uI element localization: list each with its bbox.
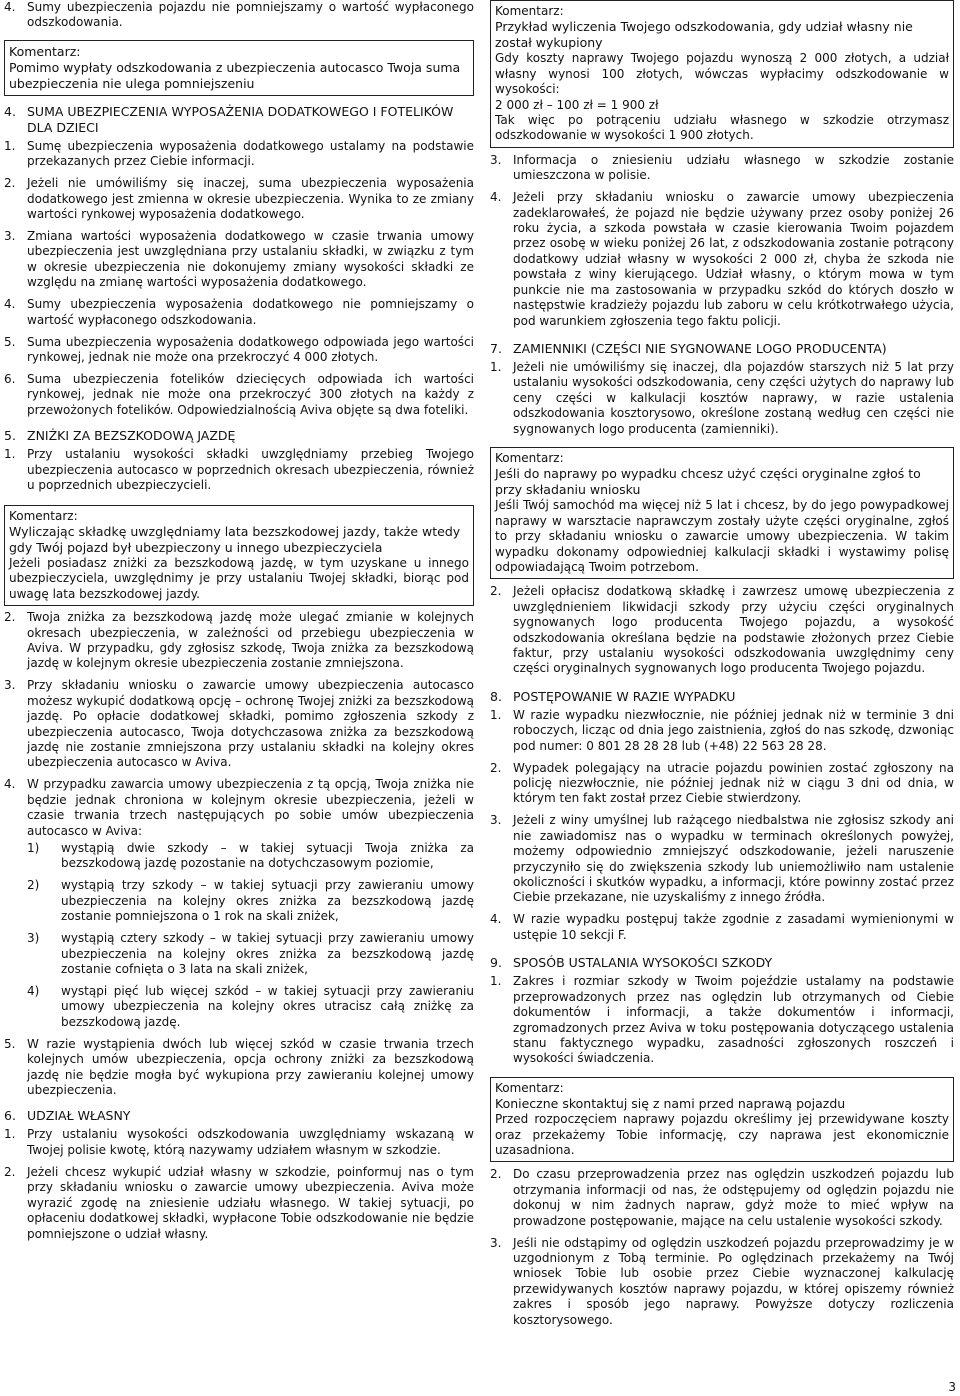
sub-item: 2) wystąpią trzy szkody – w takiej sytuacji przy zawieraniu umowy ubezpieczenia na kolejny okres zniżka za bezszkodową jazdę zostanie pomniejszona o 1 rok na skali zniżek, [27,878,474,924]
comment-title: Przykład wyliczenia Twojego odszkodowania, gdy udział własny nie został wykupiony [495,19,913,51]
comment-box [490,447,954,579]
comment-box [4,40,474,96]
section-heading: 8. POSTĘPOWANIE W RAZIE WYPADKU [490,688,736,704]
list-item: 5. Suma ubezpieczenia wyposażenia dodatkowego odpowiada jego wartości rynkowej, jednak nie może ona przekroczyć 4 000 złotych. [4,334,474,365]
left-column [4,0,474,1249]
list-item: 1. Przy ustalaniu wysokości składki uwzględniamy przebieg Twojego ubezpieczenia autocasco w poprzednich okresach ubezpieczenia, również u poprzednich ubezpieczycieli. [4,447,474,493]
comment-body: Jeżeli posiadasz zniżki za bezszkodową jazdę, w tym uzyskane u innego ubezpieczyciela, uwzględnimy je przy ustalaniu Twojej składki, biorąc pod uwagę lata bezszkodowej jazdy. [9,555,469,601]
comment-title: Jeśli do naprawy po wypadku chcesz użyć części oryginalne zgłoś to przy składaniu wniosku [495,466,921,498]
list-item: 3. Zmiana wartości wyposażenia dodatkowego w czasie trwania umowy ubezpieczenia jest uwzględniana przy ustalaniu składki, w związku z tym w okresie ubezpieczenia nie dokonujemy zmiany wysokości składki ze względu na zmianę wartości wyposażenia dodatkowego. [4,229,474,290]
list-item: 4. Sumy ubezpieczenia wyposażenia dodatkowego nie pomniejszamy o wartość wypłaconego odszkodowania. [4,297,474,327]
list-item: 4. Jeżeli przy składaniu wniosku o zawarcie umowy ubezpieczenia zadeklarowałeś, że pojazd nie będzie używany przez osoby poniżej 26 roku życia, a szkoda powstała w czasie kierowania Twoim pojazdem przez osobę w wieku poniżej 26 lat, z odszkodowania zostanie potrącony dodatkowy udział własny w wysokości 2 000 zł, chyba że szkoda nie powstała z winy kierującego. Udział własny, o którym mowa w tym punkcie nie ma zastosowania w przypadku szkód do których doszło w następstwie kradzieży pojazdu lub zaboru w celu krótkotrwałego użycia, pod warunkiem zgłoszenia tego faktu policji. [490,190,954,328]
page-number: 3 [948,1380,956,1394]
right-column [490,0,954,1335]
list-item: 2. Wypadek polegający na utracie pojazdu powinien zostać zgłoszony na policję niezwłocznie, nie później jednak niż w ciągu 3 dni od dnia, w którym ten fakt został przez Ciebie stwierdzony. [490,760,954,806]
list-item: 1. Zakres i rozmiar szkody w Twoim pojeździe ustalamy na podstawie przeprowadzonych przez nas oględzin lub otrzymanych od Ciebie dokumentów i informacji, a także dokumentów i informacji, zgromadzonych przez Aviva w toku postępowania dotyczącego ustalenia stanu faktycznego wypadku, zasadności zgłoszonych roszczeń i wysokości świadczenia. [490,974,954,1066]
comment-label: Komentarz: [495,1080,564,1095]
item-text: Sumy ubezpieczenia pojazdu nie pomniejszamy o wartość wypłaconego odszkodowania. [27,0,474,30]
comment-body: Tak więc po potrąceniu udziału własnego w szkodzie otrzymasz odszkodowanie w wysokości 1 900 złotych. [495,113,949,143]
list-item: 2. Do czasu przeprowadzenia przez nas oględzin uszkodzeń pojazdu lub otrzymania informacji od nas, że odstępujemy od oględzin pojazdu nie dokonuj w nim żadnych napraw, gdyż może to mieć wpływ na prowadzone postępowanie, mające na celu ustalenie wysokości szkody. [490,1167,954,1228]
list-item: 1. Przy ustalaniu wysokości odszkodowania uwzględniamy wskazaną w Twojej polisie kwotę, którą nazywamy udziałem własnym w szkodzie. [4,1127,474,1157]
comment-title: Pomimo wypłaty odszkodowania z ubezpieczenia autocasco Twoja suma ubezpieczenia nie ulega pomniejszeniu [9,59,461,91]
comment-label: Komentarz: [9,508,78,523]
list-item: 5. W razie wystąpienia dwóch lub więcej szkód w czasie trwania trzech kolejnych umów ubezpieczenia, opcja ochrony zniżki za bezszkodową jazdę nie będzie mogła być wykupiona przy zawieraniu kolejnej umowy ubezpieczenia. [4,1036,474,1098]
sub-item: 4) wystąpi pięć lub więcej szkód – w takiej sytuacji przy zawieraniu umowy ubezpieczenia na kolejny okres utracisz całą zniżkę za bezszkodową jazdę. [27,984,474,1029]
sub-list [27,841,474,1030]
list-item: 3. Przy składaniu wniosku o zawarcie umowy ubezpieczenia autocasco możesz wykupić dodatkową opcję – ochronę Twojej zniżki za bezszkodową jazdę. Po opłacie dodatkowej składki, pomimo zgłoszenia szkody z ubezpieczenia autocasco, Twoja dotychczasowa zniżka za bezszkodową jazdę nie zostanie zmniejszona przy ustalaniu składki na kolejny okres ubezpieczenia autocasco w Aviva. [4,678,474,770]
list-item: 2. Twoja zniżka za bezszkodową jazdę może ulegać zmianie w kolejnych okresach ubezpieczenia, w zależności od przebiegu ubezpieczenia w Aviva. W przypadku, gdy zgłosisz szkodę, Twoja zniżka za bezszkodową jazdę w kolejnym okresie ubezpieczenia zostanie zmniejszona. [4,610,474,671]
section-heading: 7. ZAMIENNIKI (CZĘŚCI NIE SYGNOWANE LOGO PRODUCENTA) [490,340,887,356]
list-item: 4. W razie wypadku postępuj także zgodnie z zasadami wymienionymi w ustępie 10 sekcji F. [490,912,954,942]
list-item: 1. Jeżeli nie umówiliśmy się inaczej, dla pojazdów starszych niż 5 lat przy ustalaniu wysokości odszkodowania, ceny części użytych do naprawy lub ceny części w kalkulacji kosztów naprawy, w razie ustalenia odszkodowania kosztorysowo, określone zostaną według cen części nie sygnowanych logo producenta (zamienniki). [490,359,954,436]
list-item: 2. Jeżeli chcesz wykupić udział własny w szkodzie, poinformuj nas o tym przy składaniu wniosku o zawarcie umowy ubezpieczenia. Aviva może wyrazić zgodę na zniesienie udziału własnego. W takiej sytuacji, po opłaceniu dodatkowej składki, wypłacone Tobie odszkodowanie nie będzie pomniejszone o udział własny. [4,1164,474,1241]
list-item: 1. W razie wypadku niezwłocznie, nie później jednak niż w terminie 3 dni roboczych, licząc od dnia jego zaistnienia, zgłoś do nas szkodę, dzwoniąc pod numer: 0 801 28 28 28 lub (+48) 22 563 28 28. [490,707,954,753]
comment-label: Komentarz: [9,43,81,59]
section-heading: 4. SUMA UBEZPIECZENIA WYPOSAŻENIA DODATKOWEGO I FOTELIKÓW DLA DZIECI [4,103,454,135]
comment-label: Komentarz: [495,4,564,18]
comment-body: Gdy koszty naprawy Twojego pojazdu wynoszą 2 000 złotych, a udział własny wynosi 100 złotych, wówczas wypłacimy odszkodowanie w wysokości: [495,51,949,97]
comment-title: Konieczne skontaktuj się z nami przed naprawą pojazdu [495,1096,846,1112]
list-item: 3. Jeżeli z winy umyślnej lub rażącego niedbalstwa nie zgłosisz szkody ani nie zawiadomisz nas o wypadku w terminach określonych powyżej, możemy odpowiednio zmniejszyć odszkodowanie, jeżeli naruszenie przyczyniło się do zwiększenia szkody lub uniemożliwiło nam ustalenie okoliczności i skutków wypadku, a informacji, które powinny zostać przez Ciebie przekazane, nie uzyskaliśmy z innego źródła. [490,813,954,905]
list-item: 2. Jeżeli opłacisz dodatkową składkę i zawrzesz umowę ubezpieczenia z uwzględnieniem likwidacji szkody przy użyciu części oryginalnych sygnowanych logo producenta Twojego pojazdu, a wysokość odszkodowania określana będzie na podstawie złożonych przez Ciebie faktur, przy ustalaniu wysokości odszkodowania uwzględnimy ceny części oryginalnych sygnowanych logo producenta Twojego pojazdu. [490,584,954,676]
comment-box [4,505,474,607]
comment-body: Przed rozpoczęciem naprawy pojazdu określimy jej przewidywane koszty oraz przekażemy Tobie informację, czy naprawa jest ekonomicznie uzasadniona. [495,1112,949,1157]
list-item: 6. Suma ubezpieczenia fotelików dziecięcych odpowiada ich wartości rynkowej, jednak nie może ona przekroczyć 300 złotych na każdy z przewożonych fotelików. Odpowiedzialnością Aviva objęte są dwa foteliki. [4,372,474,417]
comment-body: Jeśli Twój samochód ma więcej niż 5 lat i chcesz, by do jego powypadkowej naprawy w warsztacie naprawczym zostały użyte części oryginalne, zgłoś to przy składaniu wniosku o zawarcie umowy ubezpieczenia. W takim wypadku dokonamy odpowiedniej kalkulacji składki i wystawimy polisę odpowiadającą Twoim potrzebom. [495,498,949,574]
sub-item: 1) wystąpią dwie szkody – w takiej sytuacji Twoja zniżka za bezszkodową jazdę pozostanie na dotychczasowym poziomie, [27,841,474,871]
comment-box [490,1077,954,1163]
comment-body: 2 000 zł – 100 zł = 1 900 zł [495,97,659,112]
section-heading: 5. ZNIŻKI ZA BEZSZKODOWĄ JAZDĘ [4,428,236,444]
section-heading: 9. SPOSÓB USTALANIA WYSOKOŚCI SZKODY [490,955,773,971]
list-item: 4. W przypadku zawarcia umowy ubezpieczenia z tą opcją, Twoja zniżka nie będzie jednak chroniona w kolejnym okresie ubezpieczenia, jeżeli w czasie trwania trzech następujących po sobie umów ubezpieczenia autocasco w Aviva: [4,777,474,838]
list-item: 3. Jeśli nie odstąpimy od oględzin uszkodzeń pojazdu przeprowadzimy je w uzgodnionym z Tobą terminie. Po oględzinach przekażemy na Twój wniosek Tobie lub osobie przez Ciebie wyznaczonej kalkulację przewidywanych kosztów naprawy pojazdu, w której opiszemy również zakres i sposób jego naprawy. Powyższe dotyczy rozliczenia kosztorysowego. [490,1235,954,1327]
list-item: 2. Jeżeli nie umówiliśmy się inaczej, suma ubezpieczenia wyposażenia dodatkowego jest zmienna w okresie ubezpieczenia. Wynika to ze zmiany wartości rynkowej wyposażenia dodatkowego. [4,176,474,222]
section-heading: 6. UDZIAŁ WŁASNY [4,1108,131,1124]
item-number: 4. [4,0,16,14]
comment-label: Komentarz: [495,450,564,465]
comment-title: Wyliczając składkę uwzględniamy lata bezszkodowej jazdy, także wtedy gdy Twój pojazd był ubezpieczony u innego ubezpieczyciela [9,523,461,555]
comment-box [490,0,954,148]
list-item [4,0,474,31]
sub-item: 3) wystąpią cztery szkody – w takiej sytuacji przy zawieraniu umowy ubezpieczenia na kolejny okres zniżka za bezszkodową jazdę zostanie cofnięta o 3 lata na skali zniżek, [27,931,474,977]
list-item: 3. Informacja o zniesieniu udziału własnego w szkodzie zostanie umieszczona w polisie. [490,152,954,183]
list-item: 1. Sumę ubezpieczenia wyposażenia dodatkowego ustalamy na podstawie przekazanych przez Ciebie informacji. [4,138,474,169]
